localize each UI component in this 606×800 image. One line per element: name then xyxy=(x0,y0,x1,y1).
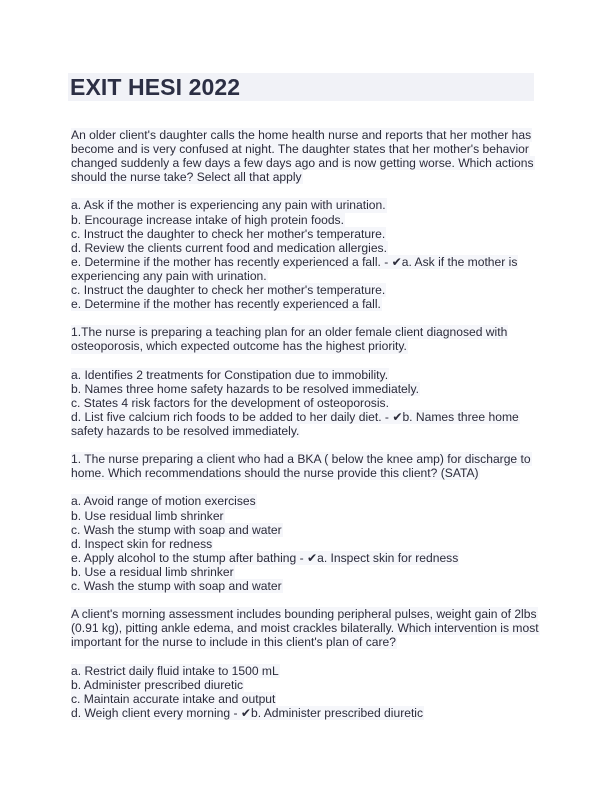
option-line: d. Weigh client every morning - ✔b. Administer prescribed diuretic xyxy=(71,705,424,720)
option-line: c. Wash the stump with soap and water xyxy=(71,522,282,537)
question-line: become and is very confused at night. The daughter states that her mother's behavior xyxy=(71,142,529,157)
option-line: e. Determine if the mother has recently experienced a fall. - ✔a. Ask if the mother is xyxy=(71,254,518,269)
page-title: EXIT HESI 2022 xyxy=(70,74,241,100)
option-line: c. Maintain accurate intake and output xyxy=(71,691,276,706)
question-block xyxy=(71,452,541,480)
question-line: important for the nurse to include in this client's plan of care? xyxy=(71,635,396,650)
options-block xyxy=(71,198,541,311)
option-line: c. States 4 risk factors for the development of osteoporosis. xyxy=(71,395,389,410)
question-line: A client's morning assessment includes bounding peripheral pulses, weight gain of 2lbs xyxy=(71,607,537,622)
option-line: c. Instruct the daughter to check her mother's temperature. xyxy=(71,283,386,298)
option-line: e. Apply alcohol to the stump after bathing - ✔a. Inspect skin for redness xyxy=(71,550,459,565)
option-line: a. Restrict daily fluid intake to 1500 mL xyxy=(71,663,279,678)
option-line: d. Review the clients current food and medication allergies. xyxy=(71,240,387,255)
option-line: c. Wash the stump with soap and water xyxy=(71,579,282,593)
option-line: b. Names three home safety hazards to be resolved immediately. xyxy=(71,381,419,396)
option-line: c. Instruct the daughter to check her mother's temperature. xyxy=(71,226,386,241)
document-content xyxy=(71,128,541,734)
options-block xyxy=(71,664,541,720)
option-line: d. List five calcium rich foods to be added to her daily diet. - ✔b. Names three home xyxy=(71,409,519,424)
question-line: (0.91 kg), pitting ankle edema, and moist crackles bilaterally. Which intervention is most xyxy=(71,621,539,636)
question-line: home. Which recommendations should the nurse provide this client? (SATA) xyxy=(71,466,479,481)
question-block xyxy=(71,607,541,649)
question-line: An older client's daughter calls the home health nurse and reports that her mother has xyxy=(71,128,532,142)
options-block xyxy=(71,494,541,593)
question-line: 1.The nurse is preparing a teaching plan for an older female client diagnosed with xyxy=(71,325,508,340)
option-line: a. Identifies 2 treatments for Constipation due to immobility. xyxy=(71,367,389,382)
option-line: e. Determine if the mother has recently experienced a fall. xyxy=(71,297,381,312)
option-line: safety hazards to be resolved immediately. xyxy=(71,423,300,438)
question-line: osteoporosis, which expected outcome has the highest priority. xyxy=(71,339,407,354)
question-block xyxy=(71,325,541,353)
question-line: should the nurse take? Select all that apply xyxy=(71,170,302,185)
option-line: d. Inspect skin for redness xyxy=(71,536,213,551)
option-line: b. Use a residual limb shrinker xyxy=(71,564,234,579)
options-block xyxy=(71,368,541,438)
option-line: a. Avoid range of motion exercises xyxy=(71,494,256,509)
option-line: experiencing any pain with urination. xyxy=(71,268,267,283)
option-line: a. Ask if the mother is experiencing any pain with urination. xyxy=(71,198,386,213)
question-line: 1. The nurse preparing a client who had a BKA ( below the knee amp) for discharge to xyxy=(71,452,531,467)
option-line: b. Encourage increase intake of high protein foods. xyxy=(71,212,344,227)
option-line: b. Administer prescribed diuretic xyxy=(71,677,244,692)
question-block xyxy=(71,128,541,184)
question-line: changed suddenly a few days a few days ago and is now getting worse. Which actions xyxy=(71,156,534,171)
option-line: b. Use residual limb shrinker xyxy=(71,508,224,523)
